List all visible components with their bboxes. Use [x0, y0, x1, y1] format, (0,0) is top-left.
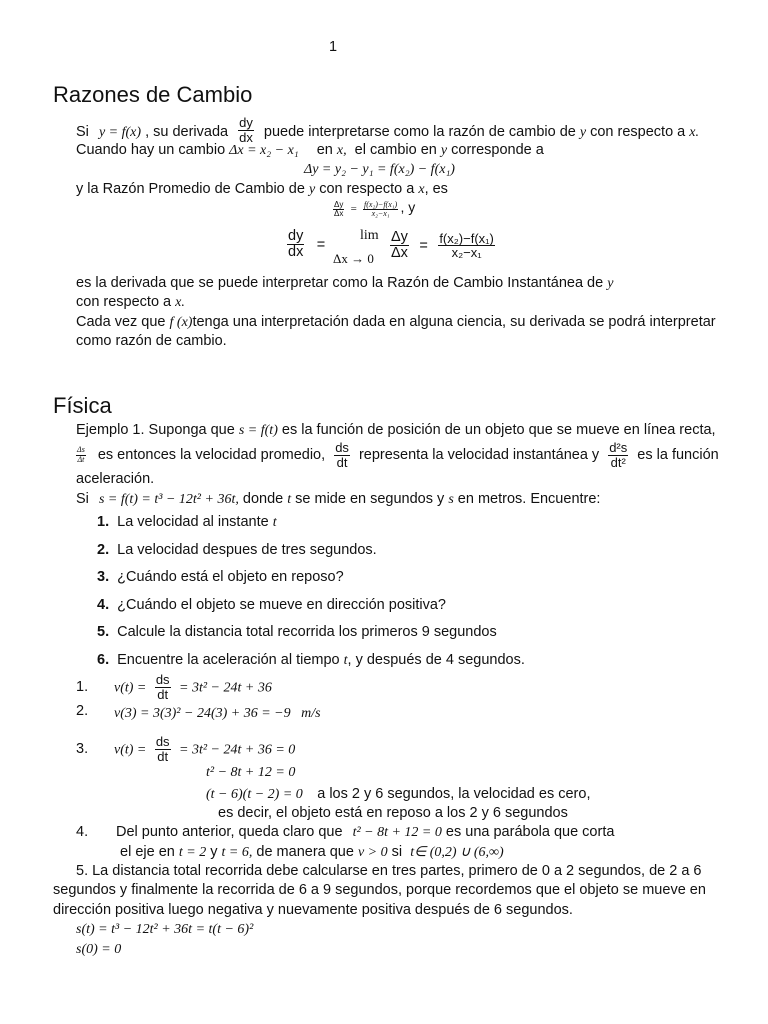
answer-4-line-1: Del punto anterior, queda claro que t² − 8t + 12 = 0 es una parábola que corta — [116, 824, 615, 840]
fraction-f-diff: $\frac{\text{f(x₂)−f(x₁)}}{\text{x₂−x₁}}$ — [439, 230, 494, 261]
answer-2-equation: v(3) = 3(3)² − 24(3) + 36 = −9 m/s — [114, 706, 321, 721]
answer-5-line-3: dirección positiva luego negativa y nuevamente positiva después de 6 segundos. — [53, 902, 573, 918]
line-razon-promedio: y la Razón Promedio de Cambio de y con respecto a x, es — [76, 181, 448, 197]
answer-4-line-2: el eje en t = 2 y t = 6, de manera que v > 0 si t∈ (0,2) ∪ (6,∞) — [120, 844, 504, 860]
answer-5-equation-s: s(t) = t³ − 12t² + 36t = t(t − 6)² — [76, 922, 254, 937]
fraction-dy-dx-small: $\frac{\Delta y}{\Delta x}$ — [334, 200, 344, 219]
line-cada-vez: Cada vez que f (x)tenga una interpretación dada en alguna ciencia, su derivada se podrá interpretar — [76, 314, 716, 330]
answer-3-conclusion: es decir, el objeto está en reposo a los 2 y 6 segundos — [218, 805, 568, 821]
answer-5-line-2: segundos y finalmente la recorrida de 6 a 9 segundos, porque recordemos que el objeto se mueve en — [53, 882, 706, 898]
fraction-ds-dt: $\frac{ds}{dt}$ — [155, 672, 170, 702]
line-velocidad-promedio: $\frac{\Delta s}{\Delta t}$ es entonces la velocidad promedio, $\frac{ds}{dt}$ representa la velocidad instantánea y $\frac{\text{d²s}}{\text{dt²}}$ es la función — [77, 440, 719, 470]
line-con-respecto: con respecto a x. — [76, 294, 185, 310]
answer-1-number: 1. — [76, 679, 89, 695]
equation-limit: $\frac{dy}{dx}$ = — [288, 228, 326, 261]
answer-5-line-1: 5. La distancia total recorrida debe calcularse en tres partes, primero de 0 a 2 segundos, de 2 a 6 — [76, 863, 702, 879]
line-cambio: Cuando hay un cambio Δx = x₂ − x₁ en x, el cambio en y corresponde a — [76, 142, 544, 158]
answer-3-number: 3. — [76, 741, 89, 757]
list-item: 2. La velocidad despues de tres segundos. — [97, 542, 377, 558]
answer-3-factored: (t − 6)(t − 2) = 0 a los 2 y 6 segundos, la velocidad es cero, — [206, 786, 591, 802]
line-como-razon: como razón de cambio. — [76, 333, 227, 349]
fraction-f-diff-small: $\frac{\text{f(x₂)−f(x₁)}}{\text{x₂−x₁}}$ — [364, 200, 398, 219]
line-derivada-instantanea: es la derivada que se puede interpretar como la Razón de Cambio Instantánea de y — [76, 275, 614, 291]
answer-5-equation-s0: s(0) = 0 — [76, 942, 122, 957]
fraction-dy-dx: $\frac{dy}{dx}$ — [239, 115, 253, 145]
lim-subscript: Δx → 0 — [333, 251, 374, 266]
list-item: 4. ¿Cuándo el objeto se mueve en dirección positiva? — [97, 597, 446, 613]
line-aceleracion: aceleración. — [76, 471, 155, 487]
limit-fraction-group: $\frac{\Delta y}{\Delta x}$ = $\frac{\text{f(x₂)−f(x₁)}}{\text{x₂−x₁}}$ — [391, 229, 494, 262]
list-item: 6. Encuentre la aceleración al tiempo t, y después de 4 segundos. — [97, 652, 525, 668]
fraction-ds-dt: $\frac{ds}{dt}$ — [335, 440, 349, 470]
fraction-d2s-dt2: $\frac{\text{d²s}}{\text{dt²}}$ — [609, 440, 628, 470]
answer-4-number: 4. — [76, 824, 89, 840]
fraction-delta-y-delta-x: $\frac{\Delta y}{\Delta x}$ — [391, 229, 408, 262]
lim-label: lim — [360, 228, 379, 243]
section-title-fisica: Física — [53, 393, 112, 418]
page-number: 1 — [329, 39, 338, 55]
answer-3-quadratic: t² − 8t + 12 = 0 — [206, 765, 296, 780]
answer-3-equation: v(t) = $\frac{ds}{dt}$ = 3t² − 24t + 36 = 0 — [114, 734, 296, 764]
line-si-derivada: Si y = f(x) , su derivada $\frac{dy}{dx}$ puede interpretarse como la razón de cambio de y con respecto a x. — [76, 115, 699, 145]
fraction-dy-dx-limit: $\frac{dy}{dx}$ — [288, 228, 304, 261]
answer-2-number: 2. — [76, 703, 89, 719]
list-item: 3. ¿Cuándo está el objeto en reposo? — [97, 569, 344, 585]
fraction-ds-dt-small: $\frac{\Delta s}{\Delta t}$ — [77, 445, 85, 464]
list-item: 5. Calcule la distancia total recorrida los primeros 9 segundos — [97, 624, 497, 640]
equation-delta-y: Δy = y₂ − y₁ = f(x₂) − f(x₁) — [304, 162, 455, 177]
equation-average-rate: $\frac{\Delta y}{\Delta x}$ = $\frac{\text{f(x₂)−f(x₁)}}{\text{x₂−x₁}}$ , y — [334, 199, 416, 219]
answer-1-equation: v(t) = $\frac{ds}{dt}$ = 3t² − 24t + 36 — [114, 672, 272, 702]
list-item: 1. La velocidad al instante t — [97, 514, 277, 530]
line-ejemplo-1: Ejemplo 1. Suponga que s = f(t) es la función de posición de un objeto que se mueve en línea recta, — [76, 422, 716, 438]
line-si-funcion: Si s = f(t) = t³ − 12t² + 36t, donde t se mide en segundos y s en metros. Encuentre: — [76, 491, 601, 507]
fraction-ds-dt: $\frac{ds}{dt}$ — [155, 734, 170, 764]
section-title-razones: Razones de Cambio — [53, 82, 253, 107]
